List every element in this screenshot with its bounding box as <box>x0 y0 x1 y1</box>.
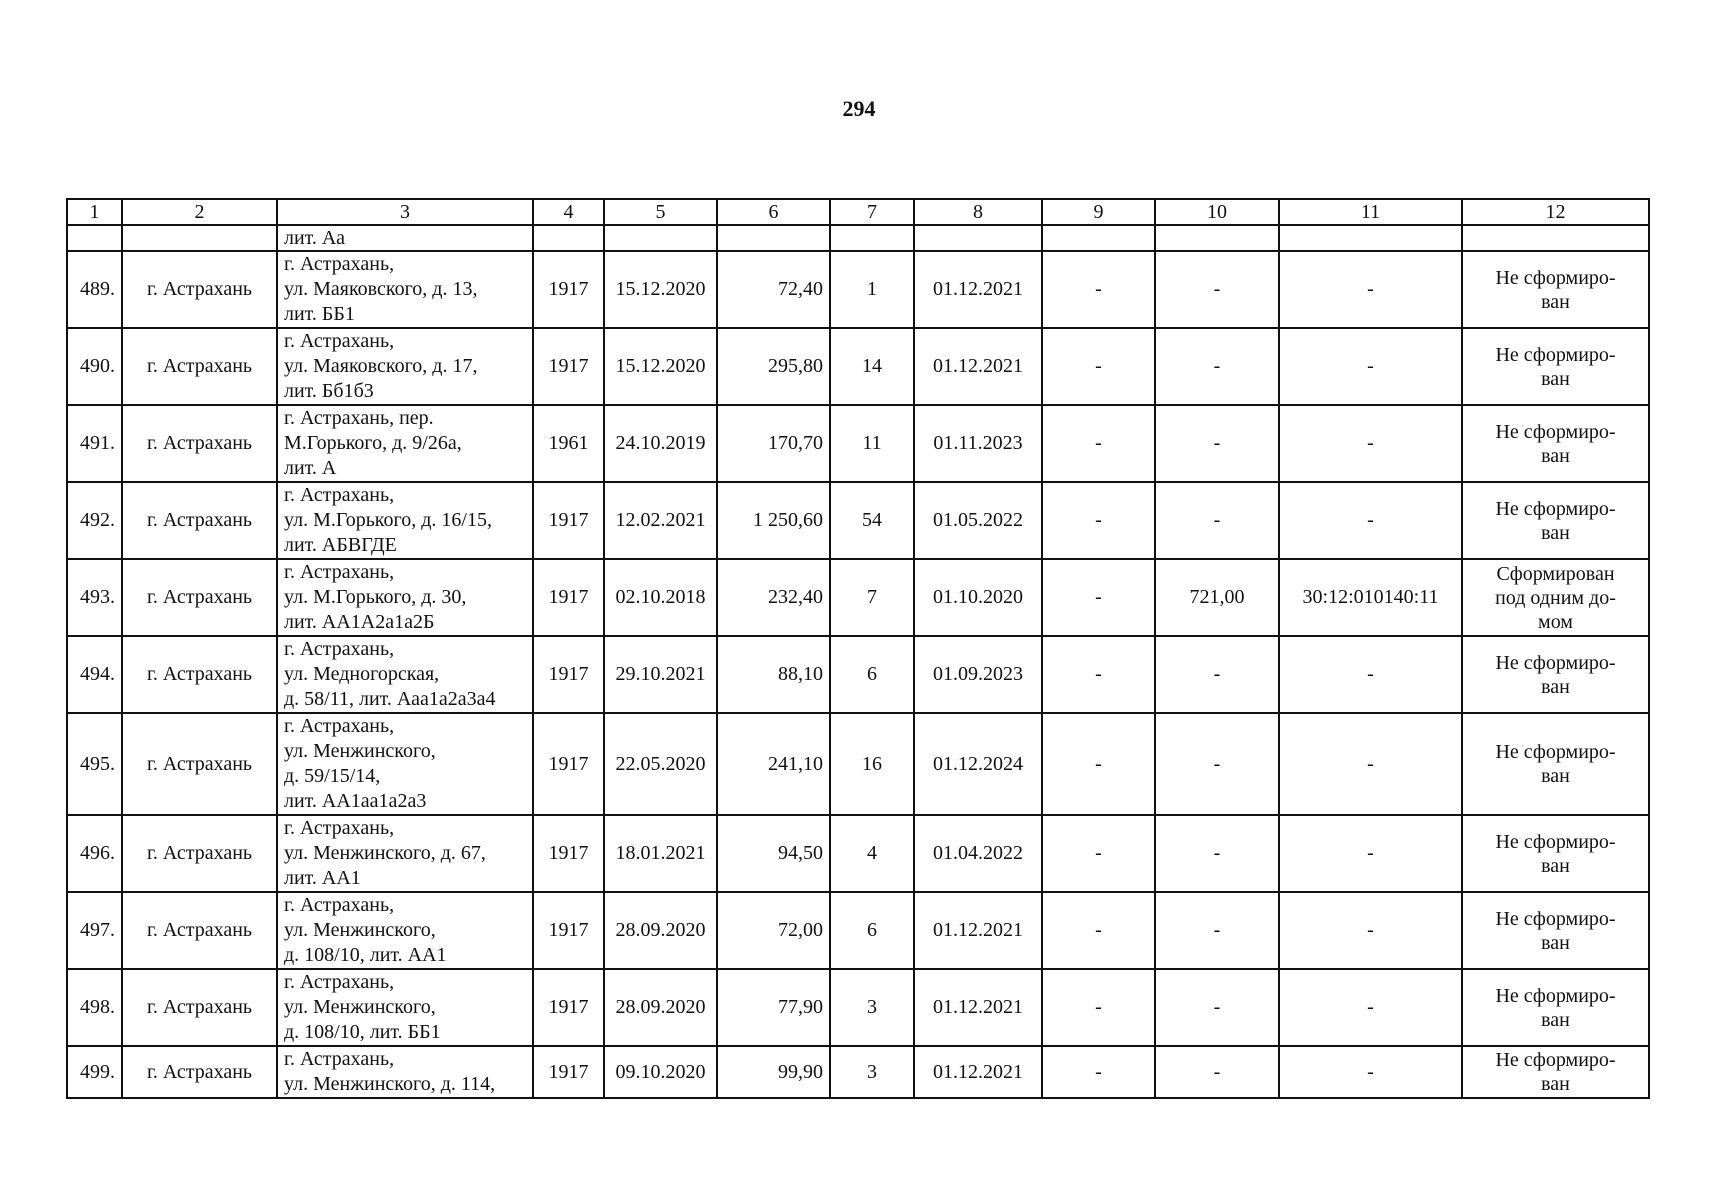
column-number: 3 <box>277 199 533 225</box>
city-cell: г. Астрахань <box>122 815 277 892</box>
land-plot-status-cell <box>1462 1046 1649 1098</box>
status-line: Не сформиро- <box>1495 497 1616 520</box>
address-line: г. Астрахань, <box>284 484 395 506</box>
cadastral-number-cell: - <box>1279 713 1462 815</box>
survey-date-cell: 09.10.2020 <box>604 1046 717 1098</box>
survey-date-cell: 22.05.2020 <box>604 713 717 815</box>
column-9-cell: - <box>1042 405 1155 482</box>
residents-count-cell: 3 <box>830 1046 914 1098</box>
table-body <box>67 251 1649 1098</box>
address-cell <box>277 251 533 328</box>
column-number: 9 <box>1042 199 1155 225</box>
year-cell: 1917 <box>533 482 604 559</box>
residents-count-cell: 11 <box>830 405 914 482</box>
status-line: ван <box>1541 521 1570 544</box>
empty-cell <box>1279 225 1462 251</box>
address-line: ул. Менжинского, д. 67, <box>284 842 486 864</box>
column-number: 4 <box>533 199 604 225</box>
address-line: лит. А <box>284 457 337 479</box>
table-row <box>67 559 1649 636</box>
address-cell <box>277 969 533 1046</box>
address-line: ул. Менжинского, д. 114, <box>284 1073 496 1095</box>
area-cell: 72,00 <box>717 892 830 969</box>
area-cell: 241,10 <box>717 713 830 815</box>
address-line: лит. АА1 <box>284 867 361 889</box>
address-line: ул. Менжинского, <box>284 996 436 1018</box>
land-plot-status-cell <box>1462 969 1649 1046</box>
address-cell <box>277 713 533 815</box>
empty-cell <box>1042 225 1155 251</box>
empty-cell <box>1462 225 1649 251</box>
status-line: ван <box>1541 367 1570 390</box>
cadastral-number-cell: - <box>1279 815 1462 892</box>
deadline-date-cell: 01.12.2021 <box>914 1046 1042 1098</box>
address-cell <box>277 892 533 969</box>
empty-cell <box>533 225 604 251</box>
address-line: лит. Бб1б3 <box>284 380 374 402</box>
year-cell: 1917 <box>533 969 604 1046</box>
row-number: 497. <box>67 892 122 969</box>
table-row <box>67 328 1649 405</box>
land-plot-status-cell <box>1462 892 1649 969</box>
deadline-date-cell: 01.12.2021 <box>914 969 1042 1046</box>
land-plot-status-cell <box>1462 713 1649 815</box>
column-9-cell: - <box>1042 559 1155 636</box>
empty-cell <box>122 225 277 251</box>
status-line: ван <box>1541 675 1570 698</box>
area-cell: 1 250,60 <box>717 482 830 559</box>
land-area-cell: - <box>1155 1046 1279 1098</box>
land-area-cell: - <box>1155 969 1279 1046</box>
empty-cell <box>604 225 717 251</box>
city-cell: г. Астрахань <box>122 482 277 559</box>
land-plot-status-cell <box>1462 559 1649 636</box>
column-9-cell: - <box>1042 713 1155 815</box>
residents-count-cell: 16 <box>830 713 914 815</box>
cadastral-number-cell: - <box>1279 1046 1462 1098</box>
status-line: Не сформиро- <box>1495 830 1616 853</box>
address-line: ул. Менжинского, <box>284 740 436 762</box>
address-line: лит. АА1аа1а2а3 <box>284 790 427 812</box>
status-line: ван <box>1541 931 1570 954</box>
row-number: 495. <box>67 713 122 815</box>
residents-count-cell: 1 <box>830 251 914 328</box>
land-plot-status-cell <box>1462 636 1649 713</box>
deadline-date-cell: 01.10.2020 <box>914 559 1042 636</box>
cadastral-number-cell: - <box>1279 482 1462 559</box>
address-line: ул. Маяковского, д. 13, <box>284 278 478 300</box>
column-9-cell: - <box>1042 482 1155 559</box>
address-line: М.Горького, д. 9/26а, <box>284 432 462 454</box>
residents-count-cell: 6 <box>830 892 914 969</box>
status-line: мом <box>1538 610 1573 633</box>
status-line: Не сформиро- <box>1495 1049 1616 1071</box>
row-number: 499. <box>67 1046 122 1098</box>
year-cell: 1917 <box>533 1046 604 1098</box>
cadastral-number-cell: 30:12:010140:11 <box>1279 559 1462 636</box>
address-line: г. Астрахань, <box>284 715 395 737</box>
status-line: Не сформиро- <box>1495 266 1616 289</box>
status-line: Не сформиро- <box>1495 651 1616 674</box>
year-cell: 1917 <box>533 713 604 815</box>
column-9-cell: - <box>1042 251 1155 328</box>
land-plot-status-cell <box>1462 405 1649 482</box>
area-cell: 77,90 <box>717 969 830 1046</box>
residents-count-cell: 14 <box>830 328 914 405</box>
address-cell <box>277 636 533 713</box>
empty-cell <box>830 225 914 251</box>
year-cell: 1917 <box>533 636 604 713</box>
city-cell: г. Астрахань <box>122 405 277 482</box>
status-line: Не сформиро- <box>1495 343 1616 366</box>
empty-cell <box>1155 225 1279 251</box>
survey-date-cell: 02.10.2018 <box>604 559 717 636</box>
deadline-date-cell: 01.09.2023 <box>914 636 1042 713</box>
status-line: ван <box>1541 854 1570 877</box>
column-9-cell: - <box>1042 892 1155 969</box>
land-area-cell: - <box>1155 328 1279 405</box>
status-line: Не сформиро- <box>1495 907 1616 930</box>
address-line: г. Астрахань, <box>284 817 395 839</box>
residents-count-cell: 6 <box>830 636 914 713</box>
area-cell: 72,40 <box>717 251 830 328</box>
city-cell: г. Астрахань <box>122 892 277 969</box>
address-line: ул. Медногорская, <box>284 663 440 685</box>
address-line: ул. Менжинского, <box>284 919 436 941</box>
deadline-date-cell: 01.12.2021 <box>914 892 1042 969</box>
table-row <box>67 892 1649 969</box>
address-line: г. Астрахань, <box>284 253 395 275</box>
year-cell: 1917 <box>533 892 604 969</box>
deadline-date-cell: 01.12.2021 <box>914 328 1042 405</box>
address-cell <box>277 482 533 559</box>
residents-count-cell: 4 <box>830 815 914 892</box>
deadline-date-cell: 01.12.2021 <box>914 251 1042 328</box>
column-9-cell: - <box>1042 815 1155 892</box>
row-number: 493. <box>67 559 122 636</box>
deadline-date-cell: 01.05.2022 <box>914 482 1042 559</box>
area-cell: 170,70 <box>717 405 830 482</box>
city-cell: г. Астрахань <box>122 251 277 328</box>
residents-count-cell: 54 <box>830 482 914 559</box>
address-cell <box>277 815 533 892</box>
status-line: Сформирован <box>1496 562 1615 585</box>
column-number-row <box>67 199 1649 225</box>
column-number: 7 <box>830 199 914 225</box>
address-line: д. 108/10, лит. ББ1 <box>284 1021 441 1043</box>
table-row <box>67 405 1649 482</box>
deadline-date-cell: 01.04.2022 <box>914 815 1042 892</box>
row-number: 496. <box>67 815 122 892</box>
survey-date-cell: 28.09.2020 <box>604 892 717 969</box>
area-cell: 94,50 <box>717 815 830 892</box>
table-row <box>67 1046 1649 1098</box>
city-cell: г. Астрахань <box>122 636 277 713</box>
city-cell: г. Астрахань <box>122 969 277 1046</box>
address-cell <box>277 559 533 636</box>
residents-count-cell: 7 <box>830 559 914 636</box>
address-cell <box>277 328 533 405</box>
land-area-cell: 721,00 <box>1155 559 1279 636</box>
column-number: 1 <box>67 199 122 225</box>
survey-date-cell: 15.12.2020 <box>604 328 717 405</box>
land-area-cell: - <box>1155 713 1279 815</box>
column-9-cell: - <box>1042 969 1155 1046</box>
status-line: ван <box>1541 1008 1570 1031</box>
row-number: 489. <box>67 251 122 328</box>
address-line: д. 108/10, лит. АА1 <box>284 944 447 966</box>
year-cell: 1917 <box>533 559 604 636</box>
cadastral-number-cell: - <box>1279 405 1462 482</box>
address-line: д. 58/11, лит. Ааа1а2а3а4 <box>284 688 496 710</box>
empty-cell <box>717 225 830 251</box>
land-plot-status-cell <box>1462 251 1649 328</box>
address-line: ул. М.Горького, д. 16/15, <box>284 509 492 531</box>
row-number: 492. <box>67 482 122 559</box>
column-number: 8 <box>914 199 1042 225</box>
table-row <box>67 969 1649 1046</box>
land-plot-status-cell <box>1462 482 1649 559</box>
status-line: ван <box>1541 1073 1570 1095</box>
survey-date-cell: 28.09.2020 <box>604 969 717 1046</box>
address-cell <box>277 1046 533 1098</box>
address-line: ул. Маяковского, д. 17, <box>284 355 478 377</box>
address-line: г. Астрахань, <box>284 561 395 583</box>
row-number: 491. <box>67 405 122 482</box>
column-9-cell: - <box>1042 636 1155 713</box>
address-line: ул. М.Горького, д. 30, <box>284 586 467 608</box>
deadline-date-cell: 01.12.2024 <box>914 713 1042 815</box>
column-number: 2 <box>122 199 277 225</box>
address-line: д. 59/15/14, <box>284 765 381 787</box>
table-row <box>67 713 1649 815</box>
address-line: лит. АБВГДЕ <box>284 534 397 556</box>
row-number: 490. <box>67 328 122 405</box>
address-line: г. Астрахань, пер. <box>284 407 434 429</box>
status-line: Не сформиро- <box>1495 741 1616 763</box>
cadastral-number-cell: - <box>1279 892 1462 969</box>
page-number: 294 <box>842 96 876 121</box>
address-line: лит. АА1А2а1а2Б <box>284 611 435 633</box>
status-line: ван <box>1541 290 1570 313</box>
column-number: 11 <box>1279 199 1462 225</box>
housing-registry-table <box>66 198 1650 1099</box>
column-number: 10 <box>1155 199 1279 225</box>
cadastral-number-cell: - <box>1279 328 1462 405</box>
empty-cell <box>914 225 1042 251</box>
area-cell: 232,40 <box>717 559 830 636</box>
survey-date-cell: 29.10.2021 <box>604 636 717 713</box>
address-line: г. Астрахань, <box>284 1048 395 1070</box>
deadline-date-cell: 01.11.2023 <box>914 405 1042 482</box>
status-line: ван <box>1541 444 1570 467</box>
survey-date-cell: 18.01.2021 <box>604 815 717 892</box>
address-line: лит. ББ1 <box>284 303 355 325</box>
land-area-cell: - <box>1155 636 1279 713</box>
row-number: 494. <box>67 636 122 713</box>
table-row <box>67 251 1649 328</box>
table-row <box>67 482 1649 559</box>
status-line: ван <box>1541 765 1570 787</box>
column-number: 6 <box>717 199 830 225</box>
column-number: 5 <box>604 199 717 225</box>
year-cell: 1961 <box>533 405 604 482</box>
year-cell: 1917 <box>533 815 604 892</box>
continuation-address: лит. Аа <box>277 225 533 251</box>
residents-count-cell: 3 <box>830 969 914 1046</box>
land-area-cell: - <box>1155 815 1279 892</box>
land-area-cell: - <box>1155 405 1279 482</box>
table-row <box>67 636 1649 713</box>
column-9-cell: - <box>1042 328 1155 405</box>
status-line: Не сформиро- <box>1495 420 1616 443</box>
status-line: Не сформиро- <box>1495 984 1616 1007</box>
land-area-cell: - <box>1155 892 1279 969</box>
address-line: г. Астрахань, <box>284 638 395 660</box>
land-area-cell: - <box>1155 251 1279 328</box>
cadastral-number-cell: - <box>1279 969 1462 1046</box>
survey-date-cell: 24.10.2019 <box>604 405 717 482</box>
column-9-cell: - <box>1042 1046 1155 1098</box>
land-area-cell: - <box>1155 482 1279 559</box>
address-line: г. Астрахань, <box>284 971 395 993</box>
area-cell: 88,10 <box>717 636 830 713</box>
land-plot-status-cell <box>1462 328 1649 405</box>
survey-date-cell: 12.02.2021 <box>604 482 717 559</box>
row-number: 498. <box>67 969 122 1046</box>
year-cell: 1917 <box>533 251 604 328</box>
city-cell: г. Астрахань <box>122 1046 277 1098</box>
address-line: г. Астрахань, <box>284 894 395 916</box>
table-row <box>67 815 1649 892</box>
cadastral-number-cell: - <box>1279 251 1462 328</box>
area-cell: 99,90 <box>717 1046 830 1098</box>
continuation-row <box>67 225 1649 251</box>
year-cell: 1917 <box>533 328 604 405</box>
survey-date-cell: 15.12.2020 <box>604 251 717 328</box>
address-cell <box>277 405 533 482</box>
address-line: г. Астрахань, <box>284 330 395 352</box>
empty-cell <box>67 225 122 251</box>
area-cell: 295,80 <box>717 328 830 405</box>
cadastral-number-cell: - <box>1279 636 1462 713</box>
land-plot-status-cell <box>1462 815 1649 892</box>
city-cell: г. Астрахань <box>122 328 277 405</box>
city-cell: г. Астрахань <box>122 713 277 815</box>
column-number: 12 <box>1462 199 1649 225</box>
status-line: под одним до- <box>1495 586 1616 609</box>
city-cell: г. Астрахань <box>122 559 277 636</box>
